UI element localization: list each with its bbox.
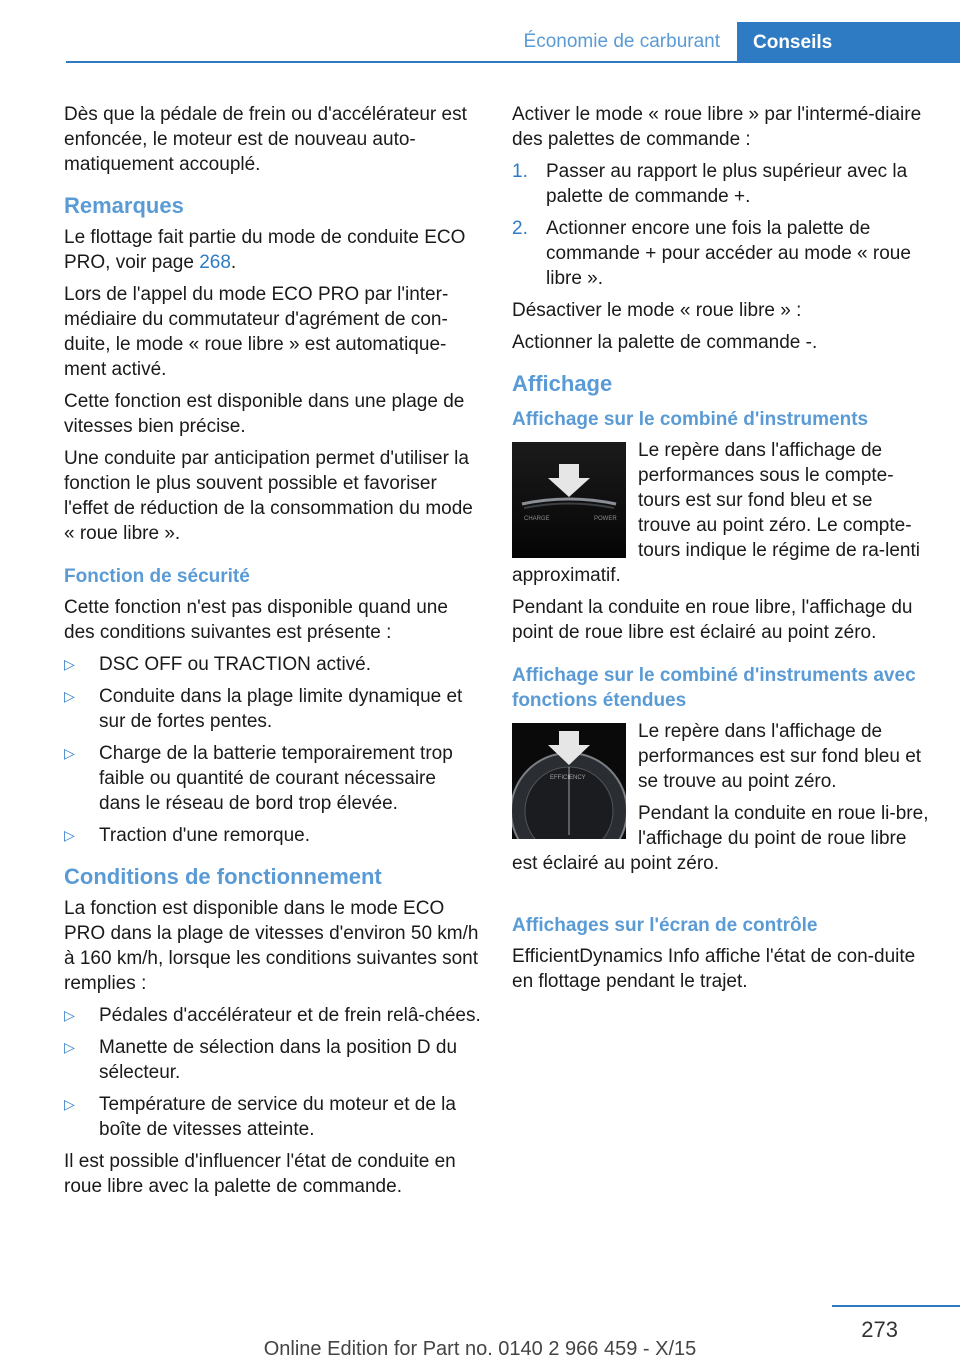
triangle-bullet-icon: ▷ [64,1039,75,1055]
list-item: ▷ Charge de la batterie temporairement trop faible ou quantité de courant nécessaire dans le réseau de bord trop élevée. [64,743,453,814]
extended-cluster-image [512,723,626,839]
step-item: 2. Actionner encore une fois la palette de commande + pour accéder au mode « roue libre ». [512,218,911,289]
paragraph: Activer le mode « roue libre » par l'intermé-diaire des palettes de commande : [512,104,922,150]
svg-text:EFFICIENCY: EFFICIENCY [550,775,586,781]
heading-fonctions-etendues: Affichage sur le combiné d'instruments avec fonctions étendues [512,665,916,711]
down-arrow-dial-icon [512,723,626,839]
list-item: ▷ Traction d'une remorque. [64,825,310,846]
svg-text:CHARGE: CHARGE [524,516,550,522]
paragraph: EfficientDynamics Info affiche l'état de con-duite en flottage pendant le trajet. [512,946,916,992]
paragraph: Cette fonction est disponible dans une plage de vitesses bien précise. [64,391,465,437]
paragraph: Désactiver le mode « roue libre » : [512,300,802,321]
heading-remarques: Remarques [64,193,184,218]
triangle-bullet-icon: ▷ [64,688,75,704]
heading-combine: Affichage sur le combiné d'instruments [512,409,869,430]
edition-line: Online Edition for Part no. 0140 2 966 459 - X/15 [263,1338,697,1360]
paragraph: Dès que la pédale de frein ou d'accélérateur est enfoncée, le moteur est de nouveau auto-matiquement accouplé. [64,104,467,175]
paragraph-eco-pro-ref: Le flottage fait partie du mode de conduite ECO PRO, voir page 268. [64,227,466,273]
page-link[interactable]: 268 [199,252,231,273]
bullet-list-requirements [64,1003,482,1142]
paragraph: Pendant la conduite en roue libre, l'affichage du point de roue libre est éclairé au point zéro. [512,597,913,643]
page-footer [0,1300,960,1362]
header-section-title: Économie de carburant [523,31,720,52]
page-header [0,0,960,62]
down-arrow-gauge-icon [512,442,626,558]
paragraph: Cette fonction n'est pas disponible quand une des conditions suivantes est présente : [64,597,448,643]
header-rule [66,61,960,63]
step-number: 1. [512,161,528,182]
list-item: ▷ Conduite dans la plage limite dynamique et sur de fortes pentes. [64,686,463,732]
step-item: 1. Passer au rapport le plus supérieur avec la palette de commande +. [512,161,908,207]
heading-securite: Fonction de sécurité [64,566,250,587]
svg-text:POWER: POWER [594,516,617,522]
triangle-bullet-icon: ▷ [64,745,75,761]
paragraph: La fonction est disponible dans le mode ECO PRO dans la plage de vitesses d'environ 50 km/h à 160 km/h, lorsque les conditions suivantes sont remplies : [64,898,479,994]
left-column [64,102,482,1206]
paragraph: Le repère dans l'affichage de performances est sur fond bleu et se trouve au point zéro. [638,721,922,792]
triangle-bullet-icon: ▷ [64,1007,75,1023]
right-column [512,102,930,1001]
list-item: ▷ Manette de sélection dans la position D du sélecteur. [64,1037,458,1083]
numbered-steps [512,159,930,291]
triangle-bullet-icon: ▷ [64,827,75,843]
heading-conditions: Conditions de fonctionnement [64,864,382,889]
paragraph: Le repère dans l'affichage de performances sous le compte-tours est sur fond bleu et se trouve au point zéro. Le compte-tours indique le régime de ra-lenti approximatif. [512,440,920,586]
heading-affichage: Affichage [512,371,613,396]
paragraph: Lors de l'appel du mode ECO PRO par l'inter-médiaire du commutateur d'agrément de con-duite, le mode « roue libre » est automatique-ment activé. [64,284,449,380]
list-item: ▷ Pédales d'accélérateur et de frein relâ-chées. [64,1005,481,1026]
header-tab-conseils [737,22,960,62]
bullet-list-conditions [64,652,482,848]
instrument-cluster-image [512,442,626,558]
paragraph: Il est possible d'influencer l'état de conduite en roue libre avec la palette de commande. [64,1151,456,1197]
triangle-bullet-icon: ▷ [64,1096,75,1112]
paragraph: Une conduite par anticipation permet d'utiliser la fonction le plus souvent possible et favoriser l'effet de réduction de la consommation du mode « roue libre ». [64,448,473,544]
footer-rule [832,1305,960,1307]
paragraph: Pendant la conduite en roue li-bre, l'affichage du point de roue libre est éclairé au point zéro. [512,803,929,874]
list-item: ▷ DSC OFF ou TRACTION activé. [64,654,372,675]
page-number: 273 [861,1317,898,1342]
list-item: ▷ Température de service du moteur et de la boîte de vitesses atteinte. [64,1094,456,1140]
step-number: 2. [512,218,528,239]
triangle-bullet-icon: ▷ [64,656,75,672]
paragraph: Actionner la palette de commande -. [512,332,818,353]
heading-ecran-controle: Affichages sur l'écran de contrôle [512,915,818,936]
header-tab-label: Conseils [753,32,833,53]
